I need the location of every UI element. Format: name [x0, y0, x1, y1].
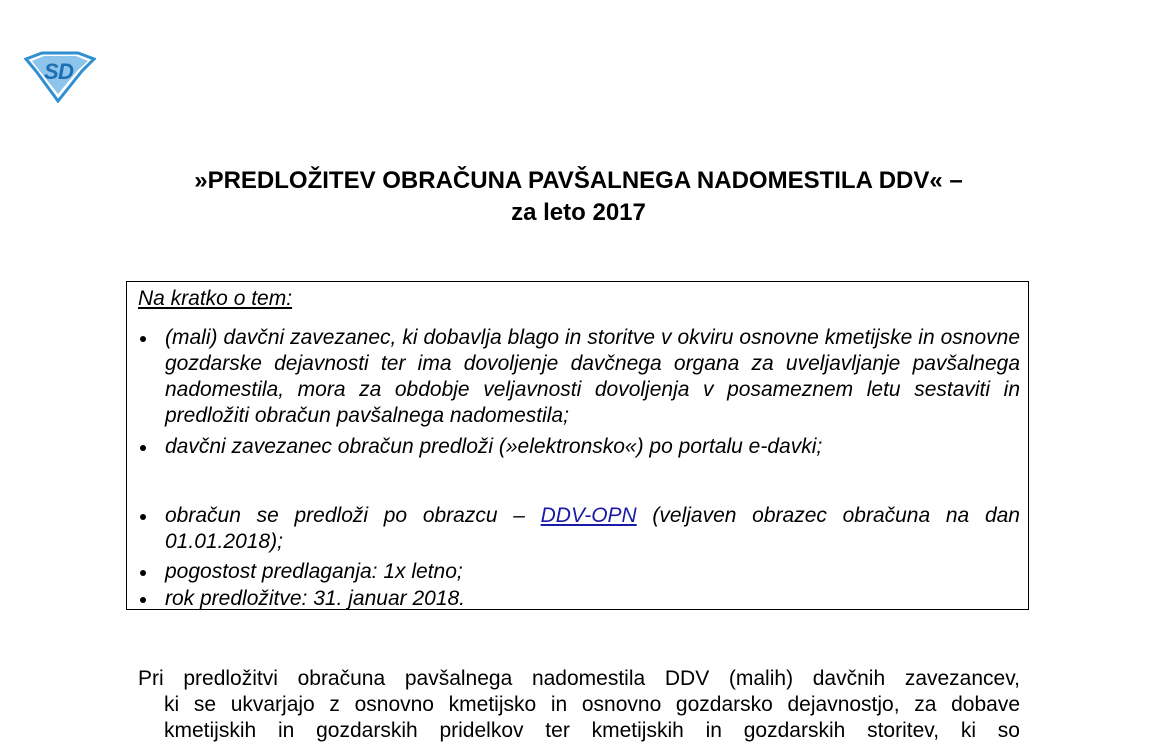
svg-text:S: S [44, 59, 59, 84]
ddv-opn-link[interactable]: DDV-OPN [540, 504, 637, 527]
summary-bullet-5 [138, 586, 1020, 612]
svg-text:D: D [58, 59, 74, 84]
document-title [60, 165, 1097, 229]
bullet-dot-icon [140, 445, 146, 451]
summary-heading: Na kratko o tem: [138, 287, 293, 310]
bullet-text-before-link: obračun se predloži po obrazcu – [165, 504, 541, 527]
paragraph-continuation [138, 692, 1020, 744]
summary-bullet-1 [138, 325, 1020, 429]
bullet-text: rok predložitve: 31. januar 2018. [165, 587, 466, 610]
body-paragraph [138, 666, 1020, 744]
bullet-dot-icon [140, 336, 146, 342]
paragraph-line-1: Pri predložitvi obračuna pavšalnega nadomestila DDV (malih) davčnih zavezancev, [138, 667, 1020, 690]
summary-bullet-2 [138, 434, 1020, 460]
bullet-text: pogostost predlaganja: 1x letno; [165, 560, 463, 583]
bullet-dot-icon [140, 597, 146, 603]
summary-bullet-4 [138, 559, 1020, 585]
paragraph-line-2: ki se ukvarjajo z osnovno kmetijsko in osnovno gozdarsko dejavnostjo, za dobave [164, 693, 1020, 716]
bullet-text: davčni zavezanec obračun predloži (»elektronsko«) po portalu e-davki; [165, 435, 823, 458]
sd-logo-icon [22, 49, 96, 103]
bullet-dot-icon [140, 570, 146, 576]
title-line-1: »PREDLOŽITEV OBRAČUNA PAVŠALNEGA NADOMESTILA DDV« – [194, 167, 963, 194]
bullet-dot-icon [140, 514, 146, 520]
summary-bullet-3 [138, 503, 1020, 555]
bullet-text: (mali) davčni zavezanec, ki dobavlja blago in storitve v okviru osnovne kmetijske in osnovne gozdarske dejavnosti ter ima dovoljenje davčnega organa za uveljavljanje pavšalnega nadomestila, mora za obdobje veljavnosti dovoljenja v posameznem letu sestaviti in predložiti obračun pavšalnega nadomestila; [165, 326, 1020, 427]
bullet-text-after-link: (veljaven obrazec obračuna na dan 01.01.2018); [165, 504, 1020, 553]
bullet-text [165, 503, 1020, 555]
summary-box [126, 281, 1029, 610]
paragraph-line-3: kmetijskih in gozdarskih pridelkov ter kmetijskih in gozdarskih storitev, ki so [164, 719, 1020, 742]
title-line-2: za leto 2017 [511, 199, 646, 226]
